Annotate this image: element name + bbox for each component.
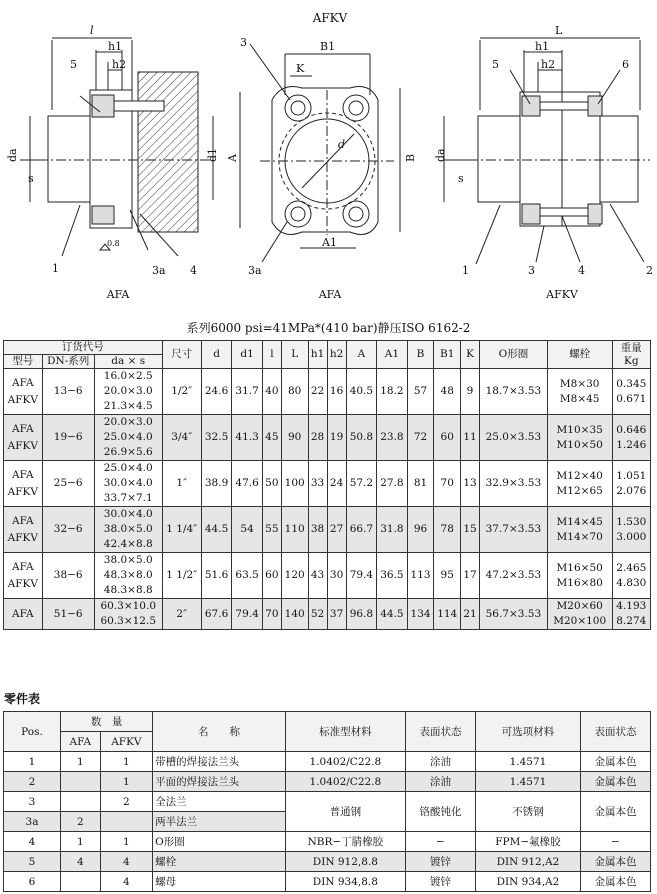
parts-row (4, 752, 651, 772)
cell-d1: 41.3 (232, 415, 263, 461)
caption-afkv: AFKV (546, 288, 578, 301)
cell-h1: 38 (308, 507, 327, 553)
cell-afa: 2 (61, 812, 101, 832)
cell-opt: 不锈钢 (475, 792, 580, 832)
label-3: 3 (240, 36, 247, 49)
caption-afa-2: AFA (318, 288, 342, 301)
cell-l: 50 (262, 461, 281, 507)
cell-name: 平面的焊接法兰头 (153, 772, 286, 792)
cell-das (94, 507, 162, 553)
cell-b1: 114 (434, 599, 461, 630)
cell-das-line: 48.3×8.0 (103, 569, 153, 581)
col-B: B (407, 341, 434, 369)
cell-pos: 6 (4, 872, 61, 892)
col-type: 型号 (4, 355, 43, 369)
cell-b: 57 (407, 369, 434, 415)
spec-table-body (4, 369, 651, 630)
spec-row (4, 507, 651, 553)
cell-h2: 19 (327, 415, 346, 461)
order-code-header: 订货代号 (4, 341, 163, 355)
cell-bolt-line: M12×65 (556, 484, 603, 497)
cell-type: AFA AFKV (4, 461, 43, 507)
cell-bolt-line: M16×80 (556, 576, 603, 589)
cell-surf: 镀锌 (405, 852, 475, 872)
top-title: AFKV (312, 11, 348, 25)
col-qty-afkv: AFKV (100, 732, 153, 752)
cell-b1: 48 (434, 369, 461, 415)
cell-name: O形圈 (153, 832, 286, 852)
cell-oring: 25.0×3.53 (480, 415, 548, 461)
cell-pos: 5 (4, 852, 61, 872)
cell-das (94, 369, 162, 415)
label-B1: B1 (320, 40, 336, 53)
cell-das (94, 415, 162, 461)
cell-afa (61, 792, 101, 812)
cell-weight-line: 4.830 (616, 576, 647, 589)
caption-afa-1: AFA (106, 288, 130, 301)
cell-surf2: 金属本色 (580, 852, 650, 872)
cell-b: 113 (407, 553, 434, 599)
cell-bolt-line: M20×60 (556, 600, 603, 612)
cell-l: 60 (262, 553, 281, 599)
cell-bolt-line: M20×100 (553, 615, 607, 627)
cell-bolt-line: M10×50 (556, 438, 603, 451)
cell-afa (61, 872, 101, 892)
label-h2: h2 (112, 58, 127, 71)
label-L: L (555, 24, 563, 37)
cell-size: 3/4″ (162, 415, 201, 461)
parts-table-body (4, 752, 651, 892)
cell-weight (612, 507, 650, 553)
cell-afa: 1 (61, 752, 101, 772)
cell-bolt (547, 599, 612, 630)
cell-das-line: 30.0×4.0 (103, 508, 153, 520)
cell-std: 普通钢 (285, 792, 405, 832)
cell-a1: 23.8 (377, 415, 408, 461)
parts-row (4, 832, 651, 852)
col-l: l (262, 341, 281, 369)
cell-k: 9 (461, 369, 480, 415)
cell-b1: 78 (434, 507, 461, 553)
cell-k: 11 (461, 415, 480, 461)
cell-das-line: 60.3×10.0 (100, 600, 156, 612)
cell-opt: 1.4571 (475, 772, 580, 792)
cell-oring: 56.7×3.53 (480, 599, 548, 630)
cell-h2: 30 (327, 553, 346, 599)
label-3a-mid: 3a (248, 264, 262, 277)
label-5-r: 5 (492, 58, 499, 71)
afkv-side-view (444, 38, 650, 264)
cell-a: 57.2 (346, 461, 377, 507)
cell-a: 79.4 (346, 553, 377, 599)
col-qty-afa: AFA (61, 732, 101, 752)
cell-afkv: 1 (100, 752, 153, 772)
parts-row (4, 792, 651, 812)
cell-l: 100 (281, 461, 308, 507)
cell-d: 32.5 (201, 415, 232, 461)
cell-weight (612, 461, 650, 507)
cell-pos: 2 (4, 772, 61, 792)
cell-opt: DIN 912,A2 (475, 852, 580, 872)
cell-dn: 13−6 (42, 369, 94, 415)
spec-row (4, 461, 651, 507)
cell-dn: 25−6 (42, 461, 94, 507)
cell-a1: 44.5 (377, 599, 408, 630)
cell-b: 72 (407, 415, 434, 461)
cell-k: 17 (461, 553, 480, 599)
cell-k: 15 (461, 507, 480, 553)
cell-l: 45 (262, 415, 281, 461)
cell-das-line: 38.0×5.0 (103, 554, 153, 566)
cell-a1: 36.5 (377, 553, 408, 599)
cell-h2: 37 (327, 599, 346, 630)
cell-afkv: 4 (100, 852, 153, 872)
cell-bolt (547, 415, 612, 461)
cell-bolt-line: M8×30 (559, 377, 600, 390)
cell-name: 螺栓 (153, 852, 286, 872)
label-da-r: da (434, 148, 447, 162)
cell-dn: 19−6 (42, 415, 94, 461)
cell-afa (61, 772, 101, 792)
cell-afkv (100, 812, 153, 832)
label-l: l (90, 24, 94, 37)
col-surf2: 表面状态 (580, 712, 650, 752)
cell-surf: 涂油 (405, 772, 475, 792)
cell-surf2: 金属本色 (580, 752, 650, 772)
label-d1: d1 (206, 147, 219, 162)
cell-das-line: 25.0×4.0 (103, 431, 153, 443)
label-h1-r: h1 (535, 40, 550, 53)
cell-bolt (547, 369, 612, 415)
cell-d: 38.9 (201, 461, 232, 507)
label-4-r: 4 (578, 264, 585, 277)
cell-weight-line: 0.646 (616, 423, 647, 436)
col-opt: 可选项材料 (475, 712, 580, 752)
col-A1: A1 (377, 341, 408, 369)
cell-das (94, 461, 162, 507)
spec-row (4, 415, 651, 461)
cell-oring: 32.9×3.53 (480, 461, 548, 507)
col-bolt: 螺栓 (547, 341, 612, 369)
cell-l: 140 (281, 599, 308, 630)
label-A: A (226, 154, 239, 162)
cell-das-line: 21.3×4.5 (103, 400, 153, 412)
col-name: 名 称 (153, 712, 286, 752)
cell-size: 1 1/2″ (162, 553, 201, 599)
cell-pos: 3a (4, 812, 61, 832)
cell-bolt-line: M16×50 (556, 561, 603, 574)
cell-afkv: 1 (100, 832, 153, 852)
cell-weight-line: 0.345 (616, 377, 647, 390)
parts-row (4, 772, 651, 792)
cell-das-line: 33.7×7.1 (103, 492, 153, 504)
cell-h1: 43 (308, 553, 327, 599)
cell-name: 全法兰 (153, 792, 286, 812)
afa-front-view (240, 44, 400, 262)
cell-d1: 63.5 (232, 553, 263, 599)
label-d: d (338, 138, 346, 151)
col-pos: Pos. (4, 712, 61, 752)
col-L: L (281, 341, 308, 369)
cell-name: 螺母 (153, 872, 286, 892)
label-2-r: 2 (646, 264, 653, 277)
col-K: K (461, 341, 480, 369)
cell-das-line: 38.0×5.0 (103, 523, 153, 535)
cell-size: 1/2″ (162, 369, 201, 415)
cell-d1: 79.4 (232, 599, 263, 630)
cell-type: AFA AFKV (4, 369, 43, 415)
cell-l: 110 (281, 507, 308, 553)
label-0.8: 0.8 (107, 239, 120, 248)
cell-das-line: 60.3×12.5 (100, 615, 156, 627)
spec-table (3, 340, 651, 630)
parts-row (4, 852, 651, 872)
cell-bolt-line: M10×35 (556, 423, 603, 436)
cell-pos: 1 (4, 752, 61, 772)
col-dn: DN-系列 (42, 355, 94, 369)
cell-std: 1.0402/C22.8 (285, 772, 405, 792)
cell-das-line: 42.4×8.8 (103, 538, 153, 550)
cell-type: AFA AFKV (4, 415, 43, 461)
cell-pos: 3 (4, 792, 61, 812)
label-6-r: 6 (622, 58, 629, 71)
col-oring: O形圈 (480, 341, 548, 369)
cell-b: 81 (407, 461, 434, 507)
cell-opt: FPM−氟橡胶 (475, 832, 580, 852)
cell-l: 55 (262, 507, 281, 553)
cell-opt: DIN 934,A2 (475, 872, 580, 892)
cell-bolt-line: M14×45 (556, 515, 603, 528)
cell-bolt (547, 461, 612, 507)
cell-weight-line: 2.076 (616, 484, 647, 497)
cell-das (94, 553, 162, 599)
label-K: K (296, 62, 305, 75)
cell-weight (612, 415, 650, 461)
spec-row (4, 369, 651, 415)
cell-std: NBR−丁腈橡胶 (285, 832, 405, 852)
cell-a: 50.8 (346, 415, 377, 461)
cell-bolt (547, 507, 612, 553)
label-1: 1 (52, 262, 59, 275)
cell-l: 40 (262, 369, 281, 415)
label-1-r: 1 (462, 264, 469, 277)
cell-afkv: 4 (100, 872, 153, 892)
col-h2: h2 (327, 341, 346, 369)
cell-surf2: 金属本色 (580, 772, 650, 792)
cell-das-line: 16.0×2.5 (103, 370, 153, 382)
cell-surf: 涂油 (405, 752, 475, 772)
cell-opt: 1.4571 (475, 752, 580, 772)
cell-h2: 27 (327, 507, 346, 553)
col-size: 尺寸 (162, 341, 201, 369)
cell-das-line: 20.0×3.0 (103, 385, 153, 397)
cell-h1: 22 (308, 369, 327, 415)
label-B: B (404, 153, 417, 162)
label-3-r: 3 (528, 264, 535, 277)
col-std: 标准型材料 (285, 712, 405, 752)
cell-b: 96 (407, 507, 434, 553)
cell-weight-line: 1.530 (616, 515, 647, 528)
cell-surf: 铬酸钝化 (405, 792, 475, 832)
col-das: da × s (94, 355, 162, 369)
label-5: 5 (70, 58, 77, 71)
label-h1: h1 (108, 40, 123, 53)
cell-oring: 37.7×3.53 (480, 507, 548, 553)
cell-afkv: 2 (100, 792, 153, 812)
cell-bolt-line: M8×45 (559, 392, 600, 405)
col-d1: d1 (232, 341, 263, 369)
cell-size: 1″ (162, 461, 201, 507)
cell-bolt-line: M12×40 (556, 469, 603, 482)
cell-name: 两半法兰 (153, 812, 286, 832)
cell-type: AFA AFKV (4, 553, 43, 599)
cell-l: 90 (281, 415, 308, 461)
cell-b1: 70 (434, 461, 461, 507)
cell-std: DIN 934,8.8 (285, 872, 405, 892)
cell-weight-line: 8.274 (616, 615, 647, 627)
cell-h2: 24 (327, 461, 346, 507)
cell-a: 40.5 (346, 369, 377, 415)
cell-k: 21 (461, 599, 480, 630)
spec-row (4, 553, 651, 599)
cell-d: 24.6 (201, 369, 232, 415)
parts-title: 零件表 (4, 692, 41, 706)
cell-das-line: 20.0×3.0 (103, 416, 153, 428)
cell-das-line: 26.9×5.6 (103, 446, 153, 458)
cell-a1: 18.2 (377, 369, 408, 415)
cell-h1: 33 (308, 461, 327, 507)
cell-bolt (547, 553, 612, 599)
technical-drawings (0, 0, 657, 310)
cell-k: 13 (461, 461, 480, 507)
cell-afa: 4 (61, 852, 101, 872)
cell-surf: 镀锌 (405, 872, 475, 892)
cell-std: 1.0402/C22.8 (285, 752, 405, 772)
cell-name: 带槽的焊接法兰头 (153, 752, 286, 772)
cell-das-line: 48.3×8.8 (103, 584, 153, 596)
cell-weight-line: 2.465 (616, 561, 647, 574)
cell-surf2: 金属本色 (580, 872, 650, 892)
cell-afkv: 1 (100, 772, 153, 792)
cell-dn: 51−6 (42, 599, 94, 630)
cell-oring: 47.2×3.53 (480, 553, 548, 599)
cell-d: 44.5 (201, 507, 232, 553)
cell-d: 51.6 (201, 553, 232, 599)
col-A: A (346, 341, 377, 369)
label-A1: A1 (322, 236, 337, 249)
cell-h2: 16 (327, 369, 346, 415)
label-da: da (6, 148, 19, 162)
cell-pos: 4 (4, 832, 61, 852)
cell-std: DIN 912,8.8 (285, 852, 405, 872)
cell-das-line: 25.0×4.0 (103, 462, 153, 474)
label-4: 4 (190, 264, 197, 277)
cell-a: 96.8 (346, 599, 377, 630)
cell-dn: 38−6 (42, 553, 94, 599)
cell-dn: 32−6 (42, 507, 94, 553)
cell-weight-line: 1.051 (616, 469, 647, 482)
cell-oring: 18.7×3.53 (480, 369, 548, 415)
cell-l: 70 (262, 599, 281, 630)
col-surf: 表面状态 (405, 712, 475, 752)
cell-a1: 31.8 (377, 507, 408, 553)
cell-surf2: − (580, 832, 650, 852)
cell-b1: 60 (434, 415, 461, 461)
cell-size: 2″ (162, 599, 201, 630)
parts-table (3, 711, 651, 892)
cell-weight (612, 553, 650, 599)
cell-b1: 95 (434, 553, 461, 599)
cell-type: AFA AFKV (4, 507, 43, 553)
cell-h1: 52 (308, 599, 327, 630)
cell-surf2: 金属本色 (580, 792, 650, 832)
cell-d1: 31.7 (232, 369, 263, 415)
cell-weight-line: 1.246 (616, 438, 647, 451)
col-weight: 重量 Kg (612, 341, 650, 369)
col-d: d (201, 341, 232, 369)
cell-d1: 47.6 (232, 461, 263, 507)
cell-weight-line: 4.193 (616, 600, 647, 612)
cell-das (94, 599, 162, 630)
cell-afa: 1 (61, 832, 101, 852)
cell-h1: 28 (308, 415, 327, 461)
label-s: s (28, 172, 34, 185)
cell-das-line: 30.0×4.0 (103, 477, 153, 489)
col-h1: h1 (308, 341, 327, 369)
cell-l: 80 (281, 369, 308, 415)
cell-l: 120 (281, 553, 308, 599)
cell-type: AFA (4, 599, 43, 630)
col-qty: 数 量 (61, 712, 153, 732)
label-s-r: s (458, 172, 464, 185)
parts-row (4, 872, 651, 892)
label-h2-r: h2 (541, 58, 556, 71)
spec-row (4, 599, 651, 630)
cell-weight-line: 3.000 (616, 530, 647, 543)
label-3a: 3a (152, 264, 166, 277)
cell-d1: 54 (232, 507, 263, 553)
cell-a: 66.7 (346, 507, 377, 553)
cell-a1: 27.8 (377, 461, 408, 507)
cell-bolt-line: M14×70 (556, 530, 603, 543)
cell-d: 67.6 (201, 599, 232, 630)
cell-weight (612, 369, 650, 415)
cell-size: 1 1/4″ (162, 507, 201, 553)
cell-weight-line: 0.671 (616, 392, 647, 405)
col-B1: B1 (434, 341, 461, 369)
cell-b: 134 (407, 599, 434, 630)
series-subtitle: 系列6000 psi=41MPa*(410 bar)静压ISO 6162-2 (186, 321, 471, 335)
cell-weight (612, 599, 650, 630)
cell-surf: − (405, 832, 475, 852)
